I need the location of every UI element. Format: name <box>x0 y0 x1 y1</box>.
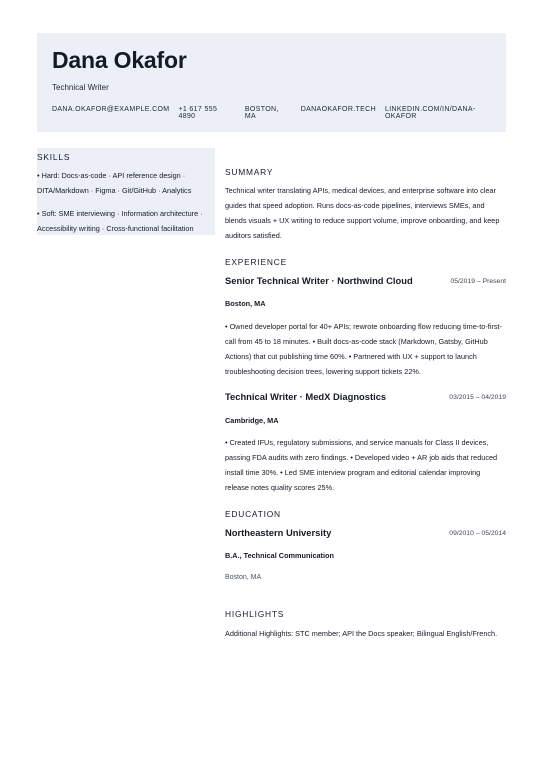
education-location: Boston, MA <box>225 574 262 581</box>
job-title: Technical Writer · MedX Diagnostics <box>225 391 387 402</box>
school-name: Northeastern University <box>225 527 332 538</box>
summary-text: Technical writer translating APIs, medical devices, and enterprise software into clear guides that speed adoption. Runs docs-as-code pipelines, interviews SMEs, and blends visuals + UX writing to reduce support volume, improve onboarding, and keep auditors satisfied. <box>225 186 500 240</box>
highlights-heading: HIGHLIGHTS <box>225 609 285 619</box>
highlights-text: Additional Highlights: STC member; API the Docs speaker; Bilingual English/French. <box>225 629 498 638</box>
experience-heading: EXPERIENCE <box>225 257 287 267</box>
contact-linkedin: LINKEDIN.COM/IN/DANA-OKAFOR <box>384 106 476 120</box>
job-location: Cambridge, MA <box>225 416 279 425</box>
contact-location: BOSTON, MA <box>244 106 279 120</box>
education-dates: 09/2010 – 05/2014 <box>449 530 506 537</box>
skills-heading: SKILLS <box>37 152 71 162</box>
resume-header <box>37 33 506 132</box>
soft-skills: • Soft: SME interviewing · Information architecture · Accessibility writing · Cross-functional facilitation <box>37 209 203 233</box>
job-location: Boston, MA <box>225 299 266 308</box>
job-dates: 03/2015 – 04/2019 <box>449 394 506 401</box>
job-dates: 05/2019 – Present <box>450 278 506 285</box>
contact-website: DANAOKAFOR.TECH <box>300 106 376 113</box>
candidate-role: Technical Writer <box>52 83 109 92</box>
job-details: • Created IFUs, regulatory submissions, and service manuals for Class II devices, passing FDA audits with zero findings. • Developed video + AR job aids that reduced install time 30%. • Led SME interview program and editorial calendar improving release notes quality scores 25%. <box>225 438 498 492</box>
degree: B.A., Technical Communication <box>225 551 334 560</box>
contact-phone: +1 617 555 4890 <box>178 106 218 120</box>
education-heading: EDUCATION <box>225 509 281 519</box>
job-title: Senior Technical Writer · Northwind Cloud <box>225 275 413 286</box>
hard-skills: • Hard: Docs-as-code · API reference design · DITA/Markdown · Figma · Git/GitHub · Analytics <box>37 171 192 195</box>
job-details: • Owned developer portal for 40+ APIs; rewrote onboarding flow reducing time-to-first-call from 45 to 18 minutes. • Built docs-as-code stack (Markdown, Gatsby, GitHub Actions) that cut publishing time 60%. • Partnered with UX + support to launch troubleshooting decision trees, lowering support tickets 22%. <box>225 322 502 376</box>
candidate-name: Dana Okafor <box>52 47 187 73</box>
skills-sidebar <box>37 148 215 235</box>
contact-email: DANA.OKAFOR@EXAMPLE.COM <box>52 106 170 113</box>
summary-heading: SUMMARY <box>225 167 274 177</box>
contact-line <box>52 106 506 120</box>
